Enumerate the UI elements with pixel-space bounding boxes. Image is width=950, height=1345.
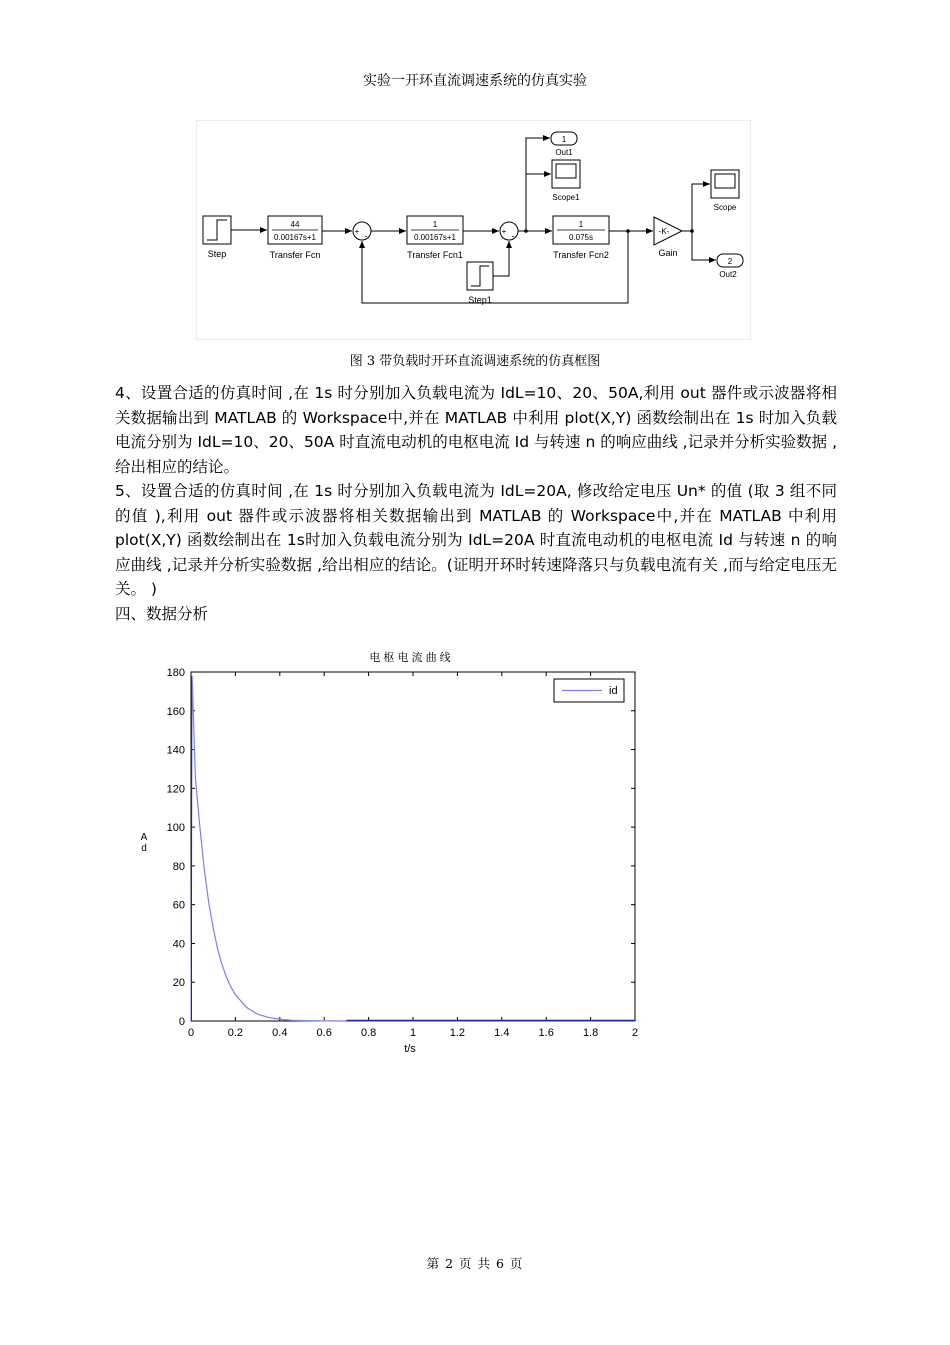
y-tick-label: 140 — [166, 744, 185, 757]
y-axis-label-char: d — [141, 843, 147, 854]
svg-text:+: + — [501, 227, 507, 236]
x-tick-label: 2 — [631, 1027, 639, 1039]
x-tick-label: 1.8 — [582, 1027, 599, 1039]
x-tick-label: 1.2 — [449, 1027, 466, 1039]
transfer-fcn1-block — [407, 216, 463, 260]
tf-denominator: 0.00167s+1 — [273, 233, 317, 242]
svg-text:Out2: Out2 — [719, 270, 737, 279]
simulink-diagram — [196, 120, 751, 340]
svg-text:+: + — [354, 227, 360, 236]
svg-text:-K-: -K- — [658, 227, 670, 236]
y-tick-label: 180 — [166, 667, 185, 679]
x-tick-label: 0.2 — [227, 1027, 244, 1039]
y-tick-label: 80 — [172, 860, 185, 873]
svg-text:Scope1: Scope1 — [552, 193, 580, 202]
x-tick-label: 0.8 — [360, 1027, 377, 1039]
svg-text:Scope: Scope — [713, 203, 737, 212]
tf-numerator: 44 — [290, 220, 300, 229]
paragraph-step-5: 5、设置合适的仿真时间 ,在 1s 时分别加入负载电流为 IdL=20A, 修改给定电压 Un* 的值 (取 3 组不同的值 ),利用 out 器件或示波器将相关数据输出到 MATLAB 的 Workspace中,并在 MATLAB 中利用 plot(X,Y) 函数绘制出在 1s时加入负载电流分别为 IdL=20A 时直流电动机的电枢电流 Id 与转速 n 的响应曲线 ,记录并分析实验数据 ,给出相应的结论。(证明开环时转速降落只与负载电流有关 ,而与给定电压无关。 ) — [115, 482, 837, 598]
series-line-id — [191, 676, 635, 1021]
paragraph-step-4: 4、设置合适的仿真时间 ,在 1s 时分别加入负载电流为 IdL=10、20、50A,利用 out 器件或示波器将相关数据输出到 MATLAB 的 Workspace中,并在 MATLAB 中利用 plot(X,Y) 函数绘制出在 1s 时加入负载电流分别为 IdL=10、20、50A 时直流电动机的电枢电流 Id 与转速 n 的响应曲线 ,记录并分析实验数据 ,给出相应的结论。 — [115, 384, 837, 476]
svg-text:2: 2 — [727, 257, 733, 266]
svg-text:Gain: Gain — [658, 248, 678, 258]
y-axis-label-char: A — [140, 832, 148, 843]
y-tick-label: 0 — [178, 1016, 185, 1028]
y-axis-label — [141, 832, 148, 854]
tf-label: Transfer Fcn — [269, 250, 321, 260]
legend-label: id — [609, 685, 618, 697]
x-tick-label: 1.6 — [538, 1027, 554, 1039]
transfer-fcn-block — [268, 216, 322, 260]
transfer-fcn2-block — [553, 216, 609, 260]
x-tick-label: 0.6 — [316, 1027, 332, 1039]
scope1-block — [552, 160, 580, 202]
armature-current-chart — [130, 640, 660, 1065]
page-header: 实验一开环直流调速系统的仿真实验 — [363, 73, 587, 89]
y-tick-label: 20 — [172, 977, 185, 990]
svg-text:1: 1 — [432, 220, 438, 229]
section-heading-data-analysis: 四、数据分析 — [115, 604, 209, 623]
svg-text:Step1: Step1 — [468, 295, 492, 305]
svg-text:1: 1 — [561, 135, 567, 144]
x-tick-label: 0.4 — [272, 1027, 288, 1039]
y-tick-label: 60 — [172, 899, 185, 912]
page-footer: 第 2 页 共 6 页 — [426, 1256, 524, 1271]
svg-text:-: - — [364, 231, 368, 241]
svg-text:1: 1 — [578, 220, 584, 229]
y-tick-label: 160 — [166, 705, 185, 718]
svg-text:-: - — [511, 231, 515, 241]
x-axis-label: t/s — [404, 1043, 416, 1055]
scope-block — [711, 170, 739, 212]
x-tick-label: 1.4 — [494, 1027, 510, 1039]
figure-caption: 图 3 带负载时开环直流调速系统的仿真框图 — [349, 354, 601, 369]
y-tick-label: 120 — [166, 783, 185, 796]
svg-text:0.00167s+1: 0.00167s+1 — [413, 233, 457, 242]
y-tick-label: 100 — [166, 822, 185, 835]
plot-area-frame — [191, 672, 635, 1021]
chart-title: 电 枢 电 流 曲 线 — [369, 652, 451, 664]
svg-text:0.075s: 0.075s — [568, 233, 594, 242]
x-tick-label: 0 — [187, 1027, 195, 1039]
step1-block — [467, 262, 493, 305]
svg-text:Transfer Fcn2: Transfer Fcn2 — [553, 250, 609, 260]
step-label: Step — [207, 249, 227, 259]
y-tick-label: 40 — [172, 938, 185, 951]
svg-text:Transfer Fcn1: Transfer Fcn1 — [407, 250, 463, 260]
x-tick-label: 1 — [409, 1027, 417, 1039]
body-text — [115, 381, 837, 626]
svg-text:Out1: Out1 — [555, 148, 573, 157]
